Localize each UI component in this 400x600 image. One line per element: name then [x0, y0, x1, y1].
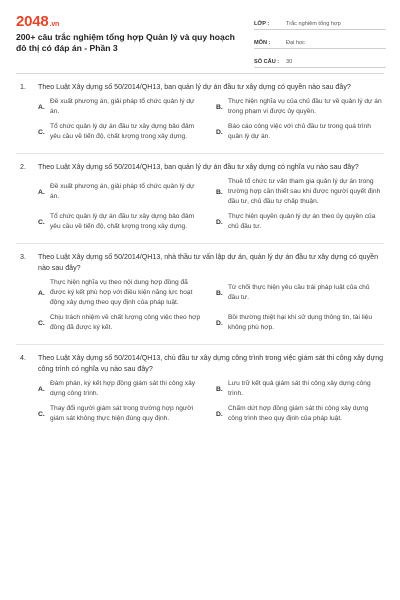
option-letter: C. [38, 410, 45, 418]
answer-option-b[interactable] [216, 97, 388, 117]
document-title: 200+ câu trắc nghiệm tổng hợp Quản lý và quy hoạch đô thị có đáp án - Phần 3 [16, 32, 235, 53]
answer-option-d[interactable] [216, 212, 388, 232]
option-text: Chấm dứt hợp đồng giám sát thi công xây dựng công trình theo quy định của pháp luật. [228, 405, 369, 422]
option-text: Thuê tổ chức tư vấn tham gia quản lý dự án trong trường hợp cần thiết sau khi được người quyết định đầu tư, chủ đầu tư chấp thuận. [228, 178, 381, 205]
answer-option-a[interactable] [38, 177, 210, 207]
question-1 [0, 82, 400, 147]
question-divider [16, 153, 384, 154]
answer-option-b[interactable] [216, 177, 388, 207]
option-letter: A. [38, 289, 45, 297]
question-number: 2. [20, 163, 26, 171]
answer-option-c[interactable] [38, 404, 210, 424]
option-letter: A. [38, 103, 45, 111]
option-letter: C. [38, 218, 45, 226]
option-text: Thực hiện quyền quản lý dự án theo ủy quyền của chủ đầu tư. [228, 213, 376, 230]
answer-option-c[interactable] [38, 313, 210, 333]
option-text: Thực hiện nghĩa vụ của chủ đầu tư về quản lý dự án trong phạm vi được ủy quyền. [228, 98, 382, 115]
option-letter: B. [216, 103, 223, 111]
answer-option-a[interactable] [38, 278, 210, 308]
answer-option-d[interactable] [216, 313, 388, 333]
question-header [20, 353, 384, 375]
option-text: Lưu trữ kết quả giám sát thi công xây dựng công trình. [228, 380, 371, 397]
answer-option-a[interactable] [38, 97, 210, 117]
question-2 [0, 162, 400, 237]
question-text: Theo Luật Xây dựng số 50/2014/QH13, ban quản lý dự án đầu tư xây dựng có nghĩa vụ nào sau đây? [38, 163, 359, 171]
option-text: Từ chối thực hiện yêu cầu trái pháp luật của chủ đầu tư. [228, 284, 370, 301]
option-text: Đề xuất phương án, giải pháp tổ chức quản lý dự án. [50, 183, 195, 200]
answer-options [38, 278, 384, 338]
meta-row-class [254, 14, 386, 30]
question-3 [0, 252, 400, 338]
answer-options [38, 177, 384, 237]
question-header [20, 252, 384, 274]
question-number: 3. [20, 253, 26, 261]
meta-row-subject [254, 33, 386, 49]
question-text: Theo Luật Xây dựng số 50/2014/QH13, chủ đầu tư xây dựng công trình trong việc giám sát thi công xây dựng công trình có nghĩa vụ nào sau đây? [38, 354, 384, 373]
answer-options [38, 97, 384, 147]
meta-value-class: Trắc nghiệm tổng hợp [286, 21, 341, 27]
meta-value-count: 30 [286, 59, 293, 65]
option-letter: D. [216, 128, 223, 136]
option-text: Báo cáo công việc với chủ đầu tư trong quá trình quản lý dự án. [228, 123, 371, 140]
question-divider [16, 344, 384, 345]
answer-option-b[interactable] [216, 278, 388, 308]
meta-label-class: LỚP : [254, 21, 270, 27]
option-letter: D. [216, 319, 223, 327]
answer-option-c[interactable] [38, 122, 210, 142]
header-divider [16, 73, 384, 74]
option-letter: A. [38, 188, 45, 196]
option-letter: D. [216, 218, 223, 226]
logo-text: 2048 [16, 13, 49, 30]
option-text: Đề xuất phương án, giải pháp tổ chức quản lý dự án. [50, 98, 195, 115]
option-text: Đàm phán, ký kết hợp đồng giám sát thi công xây dựng công trình. [50, 380, 196, 397]
page-header [0, 0, 400, 72]
meta-label-count: SỐ CÂU : [254, 59, 280, 65]
answer-option-c[interactable] [38, 212, 210, 232]
site-logo[interactable] [16, 13, 59, 30]
answer-option-d[interactable] [216, 122, 388, 142]
question-text: Theo Luật Xây dựng số 50/2014/QH13, nhà thầu tư vấn lập dự án, quản lý dự án đầu tư xây dựng có quyền nào sau đây? [38, 253, 379, 272]
option-text: Tổ chức quản lý dự án đầu tư xây dựng bảo đảm yêu cầu về tiến độ, chất lượng trong xây dựng. [50, 123, 195, 140]
question-list [0, 82, 400, 429]
option-letter: B. [216, 385, 223, 393]
question-divider [16, 243, 384, 244]
question-4 [0, 353, 400, 429]
logo-suffix: .vn [49, 21, 60, 28]
document-meta [254, 14, 386, 71]
option-letter: C. [38, 319, 45, 327]
option-text: Thay đổi người giám sát trong trường hợp người giám sát không thực hiện đúng quy định. [50, 405, 194, 422]
option-letter: B. [216, 188, 223, 196]
question-number: 1. [20, 83, 26, 91]
option-letter: B. [216, 289, 223, 297]
answer-option-b[interactable] [216, 379, 388, 399]
option-text: Thực hiện nghĩa vụ theo nội dung hợp đồng đã được ký kết phù hợp với điều kiện năng lực hoạt động xây dựng theo quy định của pháp luật. [50, 279, 193, 306]
meta-label-subject: MÔN : [254, 40, 271, 46]
meta-value-subject: Đại học [286, 40, 305, 46]
answer-options [38, 379, 384, 429]
option-text: Chịu trách nhiệm về chất lượng công việc theo hợp đồng đã được ký kết. [50, 314, 201, 331]
option-text: Bồi thường thiệt hại khi sử dụng thông tin, tài liệu không phù hợp. [228, 314, 373, 331]
question-text: Theo Luật Xây dựng số 50/2014/QH13, ban quản lý dự án đầu tư xây dựng có quyền nào sau đây? [38, 83, 351, 91]
question-number: 4. [20, 354, 26, 362]
question-header [20, 162, 384, 173]
question-header [20, 82, 384, 93]
answer-option-d[interactable] [216, 404, 388, 424]
option-letter: D. [216, 410, 223, 418]
meta-row-count [254, 52, 386, 68]
answer-option-a[interactable] [38, 379, 210, 399]
option-letter: A. [38, 385, 45, 393]
option-letter: C. [38, 128, 45, 136]
option-text: Tổ chức quản lý dự án đầu tư xây dựng bảo đảm yêu cầu về tiến độ, chất lượng trong xây dựng. [50, 213, 195, 230]
